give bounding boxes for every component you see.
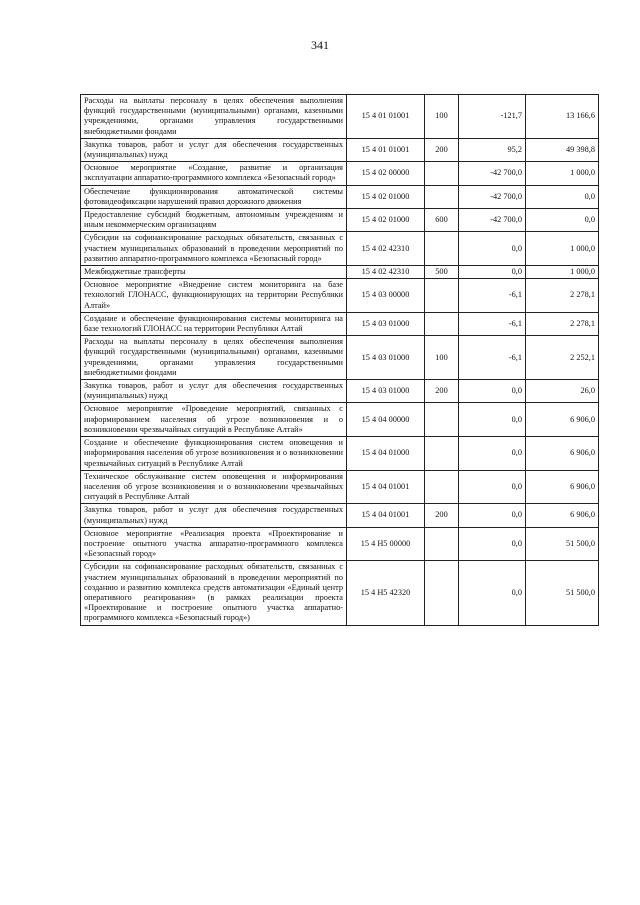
table-row xyxy=(81,312,599,335)
target-article-code-cell: 15 4 03 01000 xyxy=(347,380,425,403)
amount-total-cell: 0,0 xyxy=(526,185,599,208)
amount-total-cell: 6 906,0 xyxy=(526,403,599,437)
target-article-code-cell: 15 4 H5 42320 xyxy=(347,561,425,625)
target-article-code-cell: 15 4 01 01001 xyxy=(347,138,425,161)
table-row xyxy=(81,95,599,139)
amount-total-cell: 51 500,0 xyxy=(526,527,599,561)
table-row xyxy=(81,504,599,527)
amount-change-cell: 0,0 xyxy=(459,232,526,266)
table-row xyxy=(81,336,599,380)
expense-type-cell xyxy=(425,470,459,504)
expense-name-cell: Создание и обеспечение функционирования систем оповещения и информирования населения об угрозе возникновения и о возникновении чрезвычайных ситуаций в Республике Алтай xyxy=(81,437,347,471)
amount-change-cell: 0,0 xyxy=(459,527,526,561)
amount-total-cell: 1 000,0 xyxy=(526,162,599,185)
expense-name-cell: Обеспечение функционирования автоматической системы фотовидеофиксации нарушений правил дорожного движения xyxy=(81,185,347,208)
amount-change-cell: -6,1 xyxy=(459,279,526,313)
amount-change-cell: 95,2 xyxy=(459,138,526,161)
amount-total-cell: 2 278,1 xyxy=(526,279,599,313)
amount-total-cell: 2 278,1 xyxy=(526,312,599,335)
budget-table xyxy=(80,94,599,626)
expense-name-cell: Основное мероприятие «Внедрение систем мониторинга на базе технологий ГЛОНАСС, функционирующих на территории Республики Алтай» xyxy=(81,279,347,313)
expense-name-cell: Закупка товаров, работ и услуг для обеспечения государственных (муниципальных) нужд xyxy=(81,138,347,161)
amount-total-cell: 49 398,8 xyxy=(526,138,599,161)
expense-type-cell: 200 xyxy=(425,504,459,527)
expense-type-cell xyxy=(425,279,459,313)
amount-change-cell: -42 700,0 xyxy=(459,185,526,208)
target-article-code-cell: 15 4 04 01001 xyxy=(347,504,425,527)
expense-type-cell xyxy=(425,162,459,185)
expense-name-cell: Техническое обслуживание систем оповещения и информирования населения об угрозе возникновения и о возникновении чрезвычайных ситуаций в Республике Алтай xyxy=(81,470,347,504)
amount-change-cell: 0,0 xyxy=(459,561,526,625)
amount-total-cell: 26,0 xyxy=(526,380,599,403)
expense-type-cell: 500 xyxy=(425,266,459,279)
amount-change-cell: 0,0 xyxy=(459,403,526,437)
target-article-code-cell: 15 4 04 01001 xyxy=(347,470,425,504)
table-row xyxy=(81,527,599,561)
table-row xyxy=(81,185,599,208)
target-article-code-cell: 15 4 02 00000 xyxy=(347,162,425,185)
table-row xyxy=(81,232,599,266)
target-article-code-cell: 15 4 02 01000 xyxy=(347,209,425,232)
expense-type-cell: 100 xyxy=(425,336,459,380)
target-article-code-cell: 15 4 02 42310 xyxy=(347,266,425,279)
expense-type-cell xyxy=(425,312,459,335)
amount-change-cell: -42 700,0 xyxy=(459,209,526,232)
expense-name-cell: Закупка товаров, работ и услуг для обеспечения государственных (муниципальных) нужд xyxy=(81,504,347,527)
expense-type-cell xyxy=(425,527,459,561)
amount-change-cell: 0,0 xyxy=(459,380,526,403)
table-row xyxy=(81,279,599,313)
amount-change-cell: -6,1 xyxy=(459,336,526,380)
target-article-code-cell: 15 4 04 01000 xyxy=(347,437,425,471)
expense-type-cell: 200 xyxy=(425,380,459,403)
amount-total-cell: 0,0 xyxy=(526,209,599,232)
amount-total-cell: 6 906,0 xyxy=(526,504,599,527)
target-article-code-cell: 15 4 03 00000 xyxy=(347,279,425,313)
expense-type-cell xyxy=(425,185,459,208)
amount-change-cell: -121,7 xyxy=(459,95,526,139)
target-article-code-cell: 15 4 04 00000 xyxy=(347,403,425,437)
expense-type-cell: 100 xyxy=(425,95,459,139)
table-row xyxy=(81,437,599,471)
amount-change-cell: 0,0 xyxy=(459,266,526,279)
expense-type-cell xyxy=(425,232,459,266)
table-row xyxy=(81,561,599,625)
table-row xyxy=(81,209,599,232)
amount-total-cell: 6 906,0 xyxy=(526,470,599,504)
amount-change-cell: -42 700,0 xyxy=(459,162,526,185)
table-row xyxy=(81,266,599,279)
table-row xyxy=(81,403,599,437)
amount-change-cell: -6,1 xyxy=(459,312,526,335)
expense-name-cell: Создание и обеспечение функционирования системы мониторинга на базе технологий ГЛОНАСС на территории Республики Алтай xyxy=(81,312,347,335)
expense-name-cell: Предоставление субсидий бюджетным, автономным учреждениям и иным некоммерческим организациям xyxy=(81,209,347,232)
expense-name-cell: Закупка товаров, работ и услуг для обеспечения государственных (муниципальных) нужд xyxy=(81,380,347,403)
expense-name-cell: Основное мероприятие «Реализация проекта «Проектирование и построение опытного участка аппаратно-программного комплекса «Безопасный город» xyxy=(81,527,347,561)
amount-total-cell: 13 166,6 xyxy=(526,95,599,139)
amount-total-cell: 1 000,0 xyxy=(526,232,599,266)
table-row xyxy=(81,380,599,403)
amount-change-cell: 0,0 xyxy=(459,437,526,471)
expense-type-cell xyxy=(425,403,459,437)
expense-type-cell: 600 xyxy=(425,209,459,232)
target-article-code-cell: 15 4 02 01000 xyxy=(347,185,425,208)
expense-type-cell: 200 xyxy=(425,138,459,161)
expense-name-cell: Межбюджетные трансферты xyxy=(81,266,347,279)
amount-total-cell: 6 906,0 xyxy=(526,437,599,471)
expense-name-cell: Расходы на выплаты персоналу в целях обеспечения выполнения функций государственными (муниципальными) органами, казенными учреждениями, органами управления государственными внебюджетными фондами xyxy=(81,95,347,139)
amount-total-cell: 1 000,0 xyxy=(526,266,599,279)
expense-type-cell xyxy=(425,561,459,625)
table-body xyxy=(81,95,599,626)
page-number: 341 xyxy=(311,38,329,52)
table-row xyxy=(81,162,599,185)
amount-total-cell: 51 500,0 xyxy=(526,561,599,625)
expense-name-cell: Расходы на выплаты персоналу в целях обеспечения выполнения функций государственными (муниципальными) органами, казенными учреждениями, органами управления государственными внебюджетными фондами xyxy=(81,336,347,380)
target-article-code-cell: 15 4 02 42310 xyxy=(347,232,425,266)
target-article-code-cell: 15 4 03 01000 xyxy=(347,336,425,380)
target-article-code-cell: 15 4 01 01001 xyxy=(347,95,425,139)
expense-type-cell xyxy=(425,437,459,471)
expense-name-cell: Субсидии на софинансирование расходных обязательств, связанных с участием муниципальных образований в проведении мероприятий по созданию и развитию комплекса средств автоматизации «Единый центр оперативного реагирования» (в рамках реализации проекта «Проектирование и построение опытного участка аппаратно-программного комплекса «Безопасный город») xyxy=(81,561,347,625)
expense-name-cell: Основное мероприятие «Проведение мероприятий, связанных с информированием населения об угрозе возникновения и о возникновении чрезвычайных ситуаций в Республике Алтай» xyxy=(81,403,347,437)
amount-total-cell: 2 252,1 xyxy=(526,336,599,380)
target-article-code-cell: 15 4 H5 00000 xyxy=(347,527,425,561)
expense-name-cell: Основное мероприятие «Создание, развитие и организация эксплуатации аппаратно-программного комплекса «Безопасный город» xyxy=(81,162,347,185)
table-row xyxy=(81,138,599,161)
table-row xyxy=(81,470,599,504)
amount-change-cell: 0,0 xyxy=(459,470,526,504)
target-article-code-cell: 15 4 03 01000 xyxy=(347,312,425,335)
expense-name-cell: Субсидии на софинансирование расходных обязательств, связанных с участием муниципальных образований в проведении мероприятий по развитию аппаратно-программного комплекса «Безопасный город» xyxy=(81,232,347,266)
amount-change-cell: 0,0 xyxy=(459,504,526,527)
